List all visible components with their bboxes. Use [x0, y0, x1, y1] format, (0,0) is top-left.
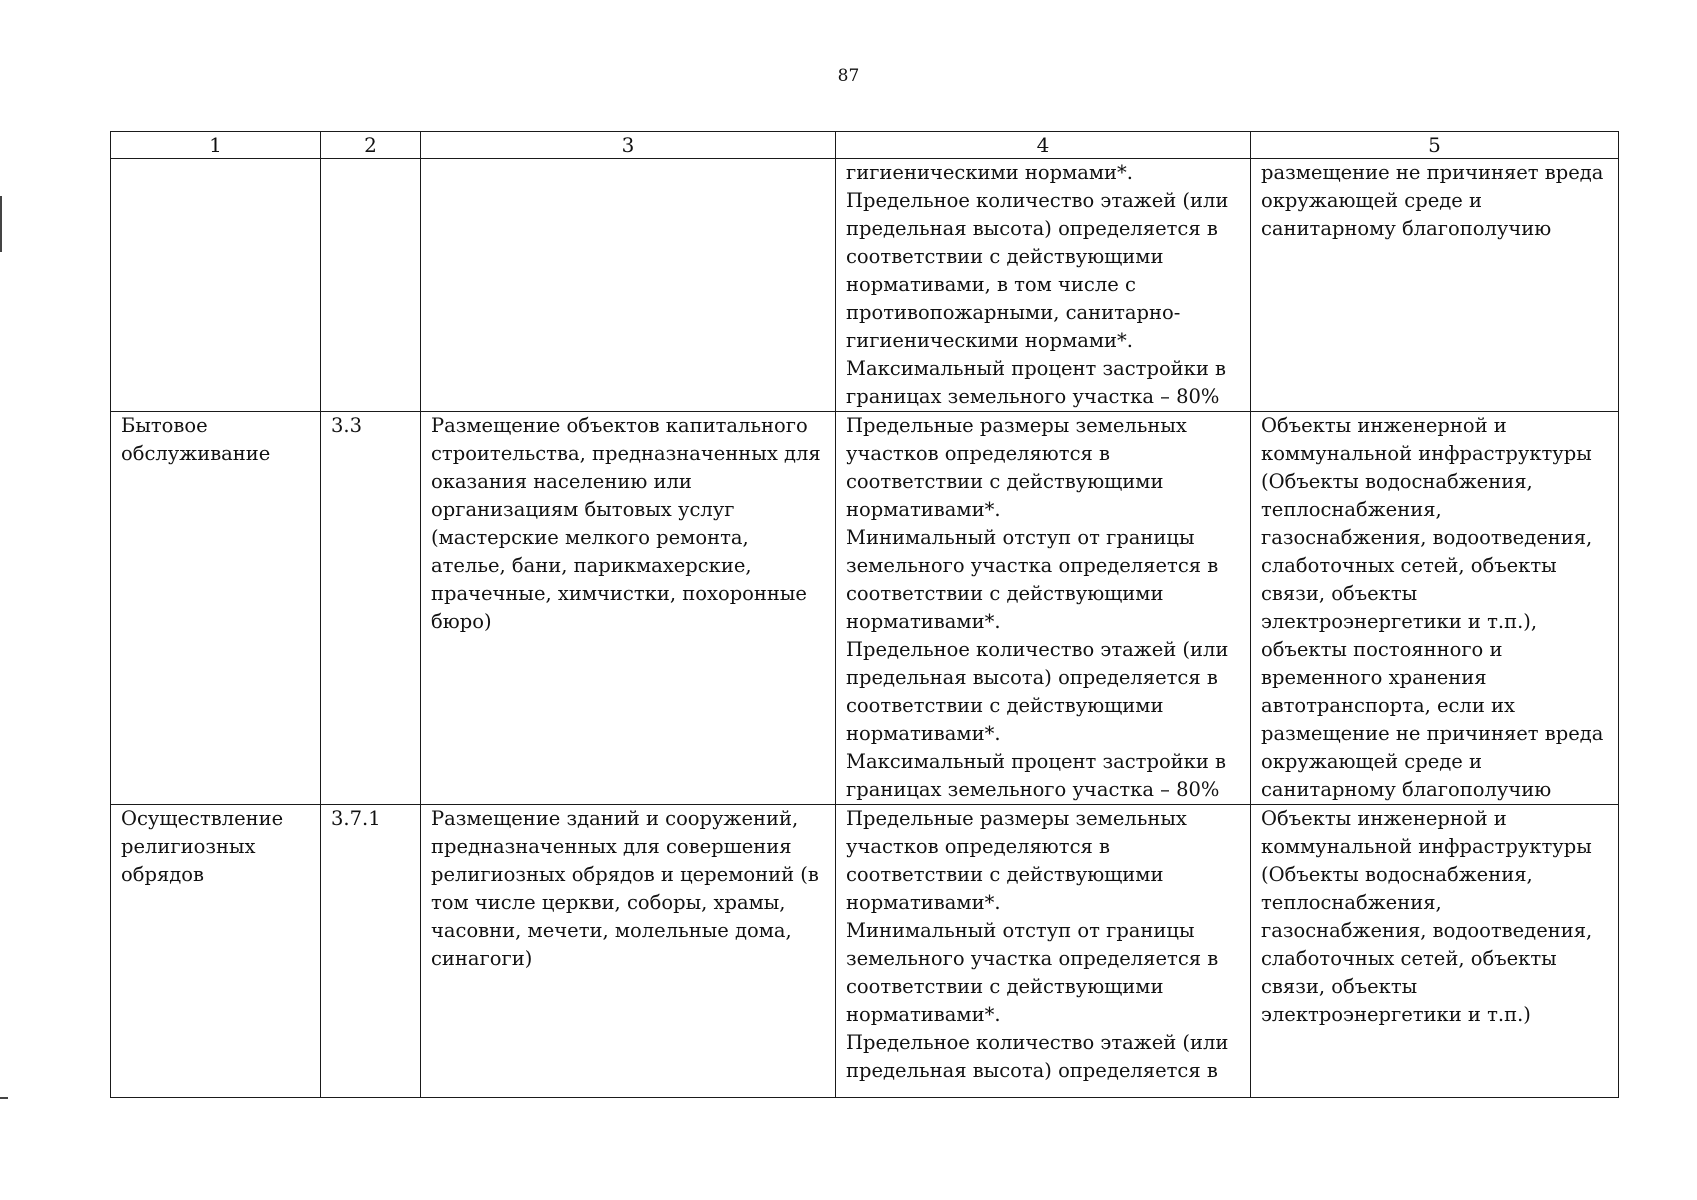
column-header-3: 3 [421, 132, 836, 159]
cell-empty [111, 159, 321, 412]
cell-auxiliary-uses: Объекты инженерной и коммунальной инфраструктуры (Объекты водоснабжения, теплоснабжения, газоснабжения, водоотведения, слаботочных сетей, объекты связи, объекты электроэнергетики и т.п.), объекты постоянного и временного хранения автотранспорта, если их размещение не причиняет вреда окружающей среде и санитарному благополучию [1251, 412, 1619, 805]
cell-use-code: 3.7.1 [321, 805, 421, 1098]
cell-empty [321, 159, 421, 412]
scan-edge-mark [0, 196, 2, 252]
column-header-1: 1 [111, 132, 321, 159]
cell-auxiliary-uses: Объекты инженерной и коммунальной инфраструктуры (Объекты водоснабжения, теплоснабжения, газоснабжения, водоотведения, слаботочных сетей, объекты связи, объекты электроэнергетики и т.п.) [1251, 805, 1619, 1098]
cell-use-name: Осуществление религиозных обрядов [111, 805, 321, 1098]
cell-parameters: Предельные размеры земельных участков определяются в соответствии с действующими нормативами*. Минимальный отступ от границы земельного участка определяется в соответствии с действующими нормативами*. Предельное количество этажей (или предельная высота) определяется в [836, 805, 1251, 1098]
cell-empty [421, 159, 836, 412]
table-header-row [111, 132, 1619, 159]
column-header-5: 5 [1251, 132, 1619, 159]
land-use-table [110, 131, 1619, 1098]
cell-parameters: Предельные размеры земельных участков определяются в соответствии с действующими нормативами*. Минимальный отступ от границы земельного участка определяется в соответствии с действующими нормативами*. Предельное количество этажей (или предельная высота) определяется в соответствии с действующими нормативами*. Максимальный процент застройки в границах земельного участка – 80% [836, 412, 1251, 805]
table-row [111, 805, 1619, 1098]
cell-use-code: 3.3 [321, 412, 421, 805]
scan-edge-mark [0, 1097, 8, 1099]
cell-auxiliary-uses: размещение не причиняет вреда окружающей среде и санитарному благополучию [1251, 159, 1619, 412]
cell-use-name: Бытовое обслуживание [111, 412, 321, 805]
cell-description: Размещение объектов капитального строительства, предназначенных для оказания населению или организациям бытовых услуг (мастерские мелкого ремонта, ателье, бани, парикмахерские, прачечные, химчистки, похоронные бюро) [421, 412, 836, 805]
column-header-2: 2 [321, 132, 421, 159]
table-row-continuation [111, 159, 1619, 412]
page-number: 87 [837, 66, 860, 86]
cell-description: Размещение зданий и сооружений, предназначенных для совершения религиозных обрядов и церемоний (в том числе церкви, соборы, храмы, часовни, мечети, молельные дома, синагоги) [421, 805, 836, 1098]
cell-parameters: гигиеническими нормами*. Предельное количество этажей (или предельная высота) определяется в соответствии с действующими нормативами, в том числе с противопожарными, санитарно-гигиеническими нормами*. Максимальный процент застройки в границах земельного участка – 80% [836, 159, 1251, 412]
table-row [111, 412, 1619, 805]
column-header-4: 4 [836, 132, 1251, 159]
